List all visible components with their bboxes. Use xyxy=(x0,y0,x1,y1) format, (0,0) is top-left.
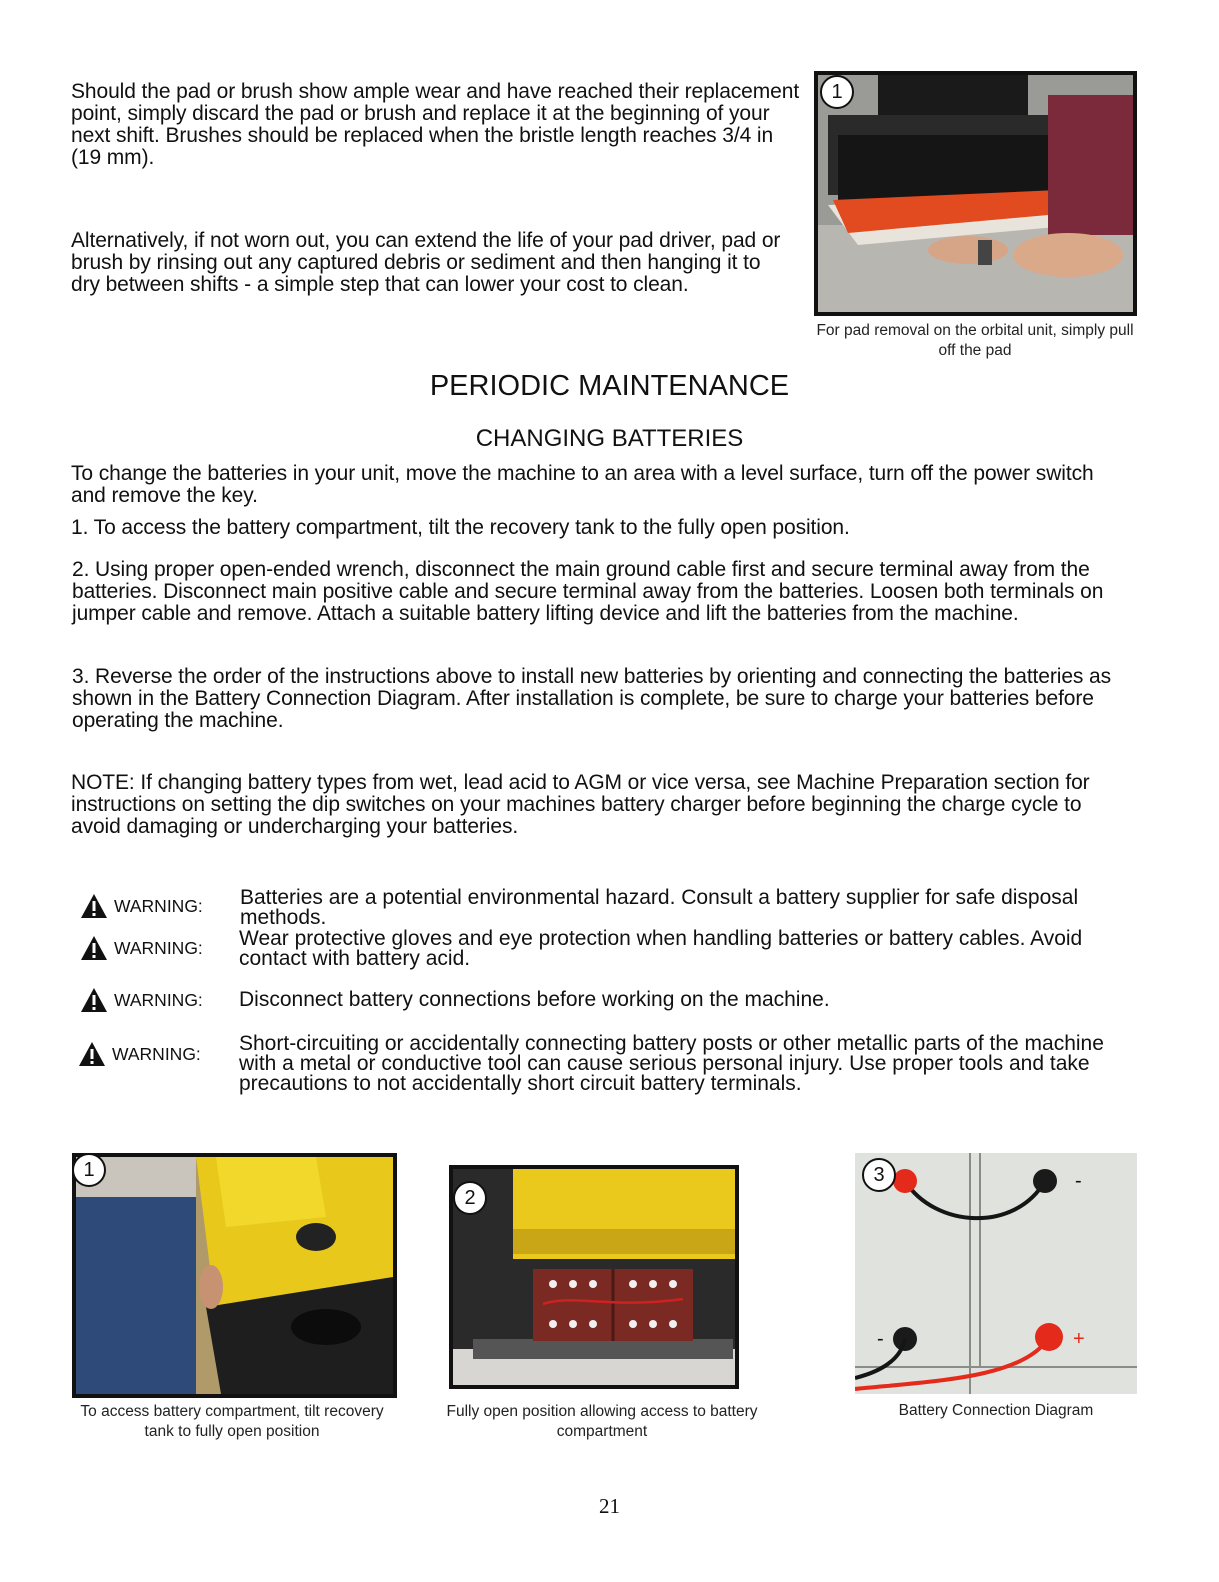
battery-intro-text: To change the batteries in your unit, move the machine to an area with a level surface, turn off the power switch and remove the key. xyxy=(71,462,1094,507)
step-1-text: 1. To access the battery compartment, tilt the recovery tank to the fully open position. xyxy=(71,516,850,539)
battery-compartment-illustration xyxy=(453,1169,735,1385)
figure-number-badge: 3 xyxy=(862,1158,896,1192)
step-3-text: 3. Reverse the order of the instructions above to install new batteries by orienting and connecting the batteries as shown in the Battery Connection Diagram. After installation is complete, be sure to charge your batteries before operating the machine. xyxy=(72,665,1112,732)
figure-number-badge: 1 xyxy=(820,75,854,109)
figure-number-badge: 1 xyxy=(72,1153,106,1187)
pad-removal-caption: For pad removal on the orbital unit, simply pull off the pad xyxy=(816,322,1134,359)
intro-paragraph-1: Should the pad or brush show ample wear and have reached their replacement point, simply discard the pad or brush and replace it at the beginning of your next shift. Brushes should be replaced when the bristle length reaches 3/4 in (19 mm). xyxy=(71,80,800,169)
subsection-title: CHANGING BATTERIES xyxy=(475,425,744,452)
battery-connection-illustration xyxy=(855,1153,1137,1394)
warning-text: Batteries are a potential environmental hazard. Consult a battery supplier for safe disposal methods. xyxy=(240,886,1079,929)
battery-note-text: NOTE: If changing battery types from wet, lead acid to AGM or vice versa, see Machine Preparation section for instructions on setting the dip switches on your machines battery charger before beginning the charge cycle to avoid damaging or undercharging your batteries. xyxy=(71,771,1090,838)
warning-triangle-icon xyxy=(80,986,108,1014)
tilt-recovery-tank-photo xyxy=(72,1153,397,1398)
warning-label-text: WARNING: xyxy=(114,895,203,916)
warning-triangle-icon xyxy=(80,892,108,920)
warning-label xyxy=(80,986,203,1014)
diagram-plus-label: + xyxy=(1073,1328,1085,1350)
battery-compartment-photo xyxy=(449,1165,739,1389)
battery-compartment-caption: Fully open position allowing access to battery compartment xyxy=(446,1403,758,1440)
battery-connection-diagram xyxy=(855,1153,1137,1394)
warning-label xyxy=(80,892,203,920)
warning-text: Wear protective gloves and eye protection when handling batteries or battery cables. Avoid contact with battery acid. xyxy=(239,927,1083,970)
tilt-tank-caption: To access battery compartment, tilt recovery tank to fully open position xyxy=(80,1403,384,1440)
tilt-recovery-tank-illustration xyxy=(76,1157,393,1394)
warning-text: Disconnect battery connections before working on the machine. xyxy=(239,988,830,1011)
pad-removal-illustration xyxy=(818,75,1133,312)
warning-triangle-icon xyxy=(78,1040,106,1068)
warning-label-text: WARNING: xyxy=(112,1043,201,1064)
intro-paragraph-2: Alternatively, if not worn out, you can extend the life of your pad driver, pad or brush by rinsing out any captured debris or sediment and then hanging it to dry between shifts - a simple step that can lower your cost to clean. xyxy=(71,229,781,296)
section-title: PERIODIC MAINTENANCE xyxy=(429,370,790,402)
figure-number-badge: 2 xyxy=(453,1181,487,1215)
pad-removal-photo xyxy=(814,71,1137,316)
warning-text: Short-circuiting or accidentally connecting battery posts or other metallic parts of the machine with a metal or conductive tool can cause serious personal injury. Use proper tools and take precautions to not accidentally short circuit battery terminals. xyxy=(239,1032,1104,1095)
warning-triangle-icon xyxy=(80,934,108,962)
warning-label-text: WARNING: xyxy=(114,937,203,958)
warning-label xyxy=(78,1040,201,1068)
diagram-minus-label: - xyxy=(877,1328,884,1350)
page-number: 21 xyxy=(599,1494,620,1518)
step-2-text: 2. Using proper open-ended wrench, disconnect the main ground cable first and secure terminal away from the batteries. Disconnect main positive cable and secure terminal away from the batteries. Loosen both terminals on jumper cable and remove. Attach a suitable battery lifting device and lift the batteries from the machine. xyxy=(72,558,1104,625)
diagram-minus-label: - xyxy=(1075,1170,1082,1192)
warning-label xyxy=(80,934,203,962)
warning-label-text: WARNING: xyxy=(114,989,203,1010)
connection-diagram-caption: Battery Connection Diagram xyxy=(898,1402,1094,1419)
